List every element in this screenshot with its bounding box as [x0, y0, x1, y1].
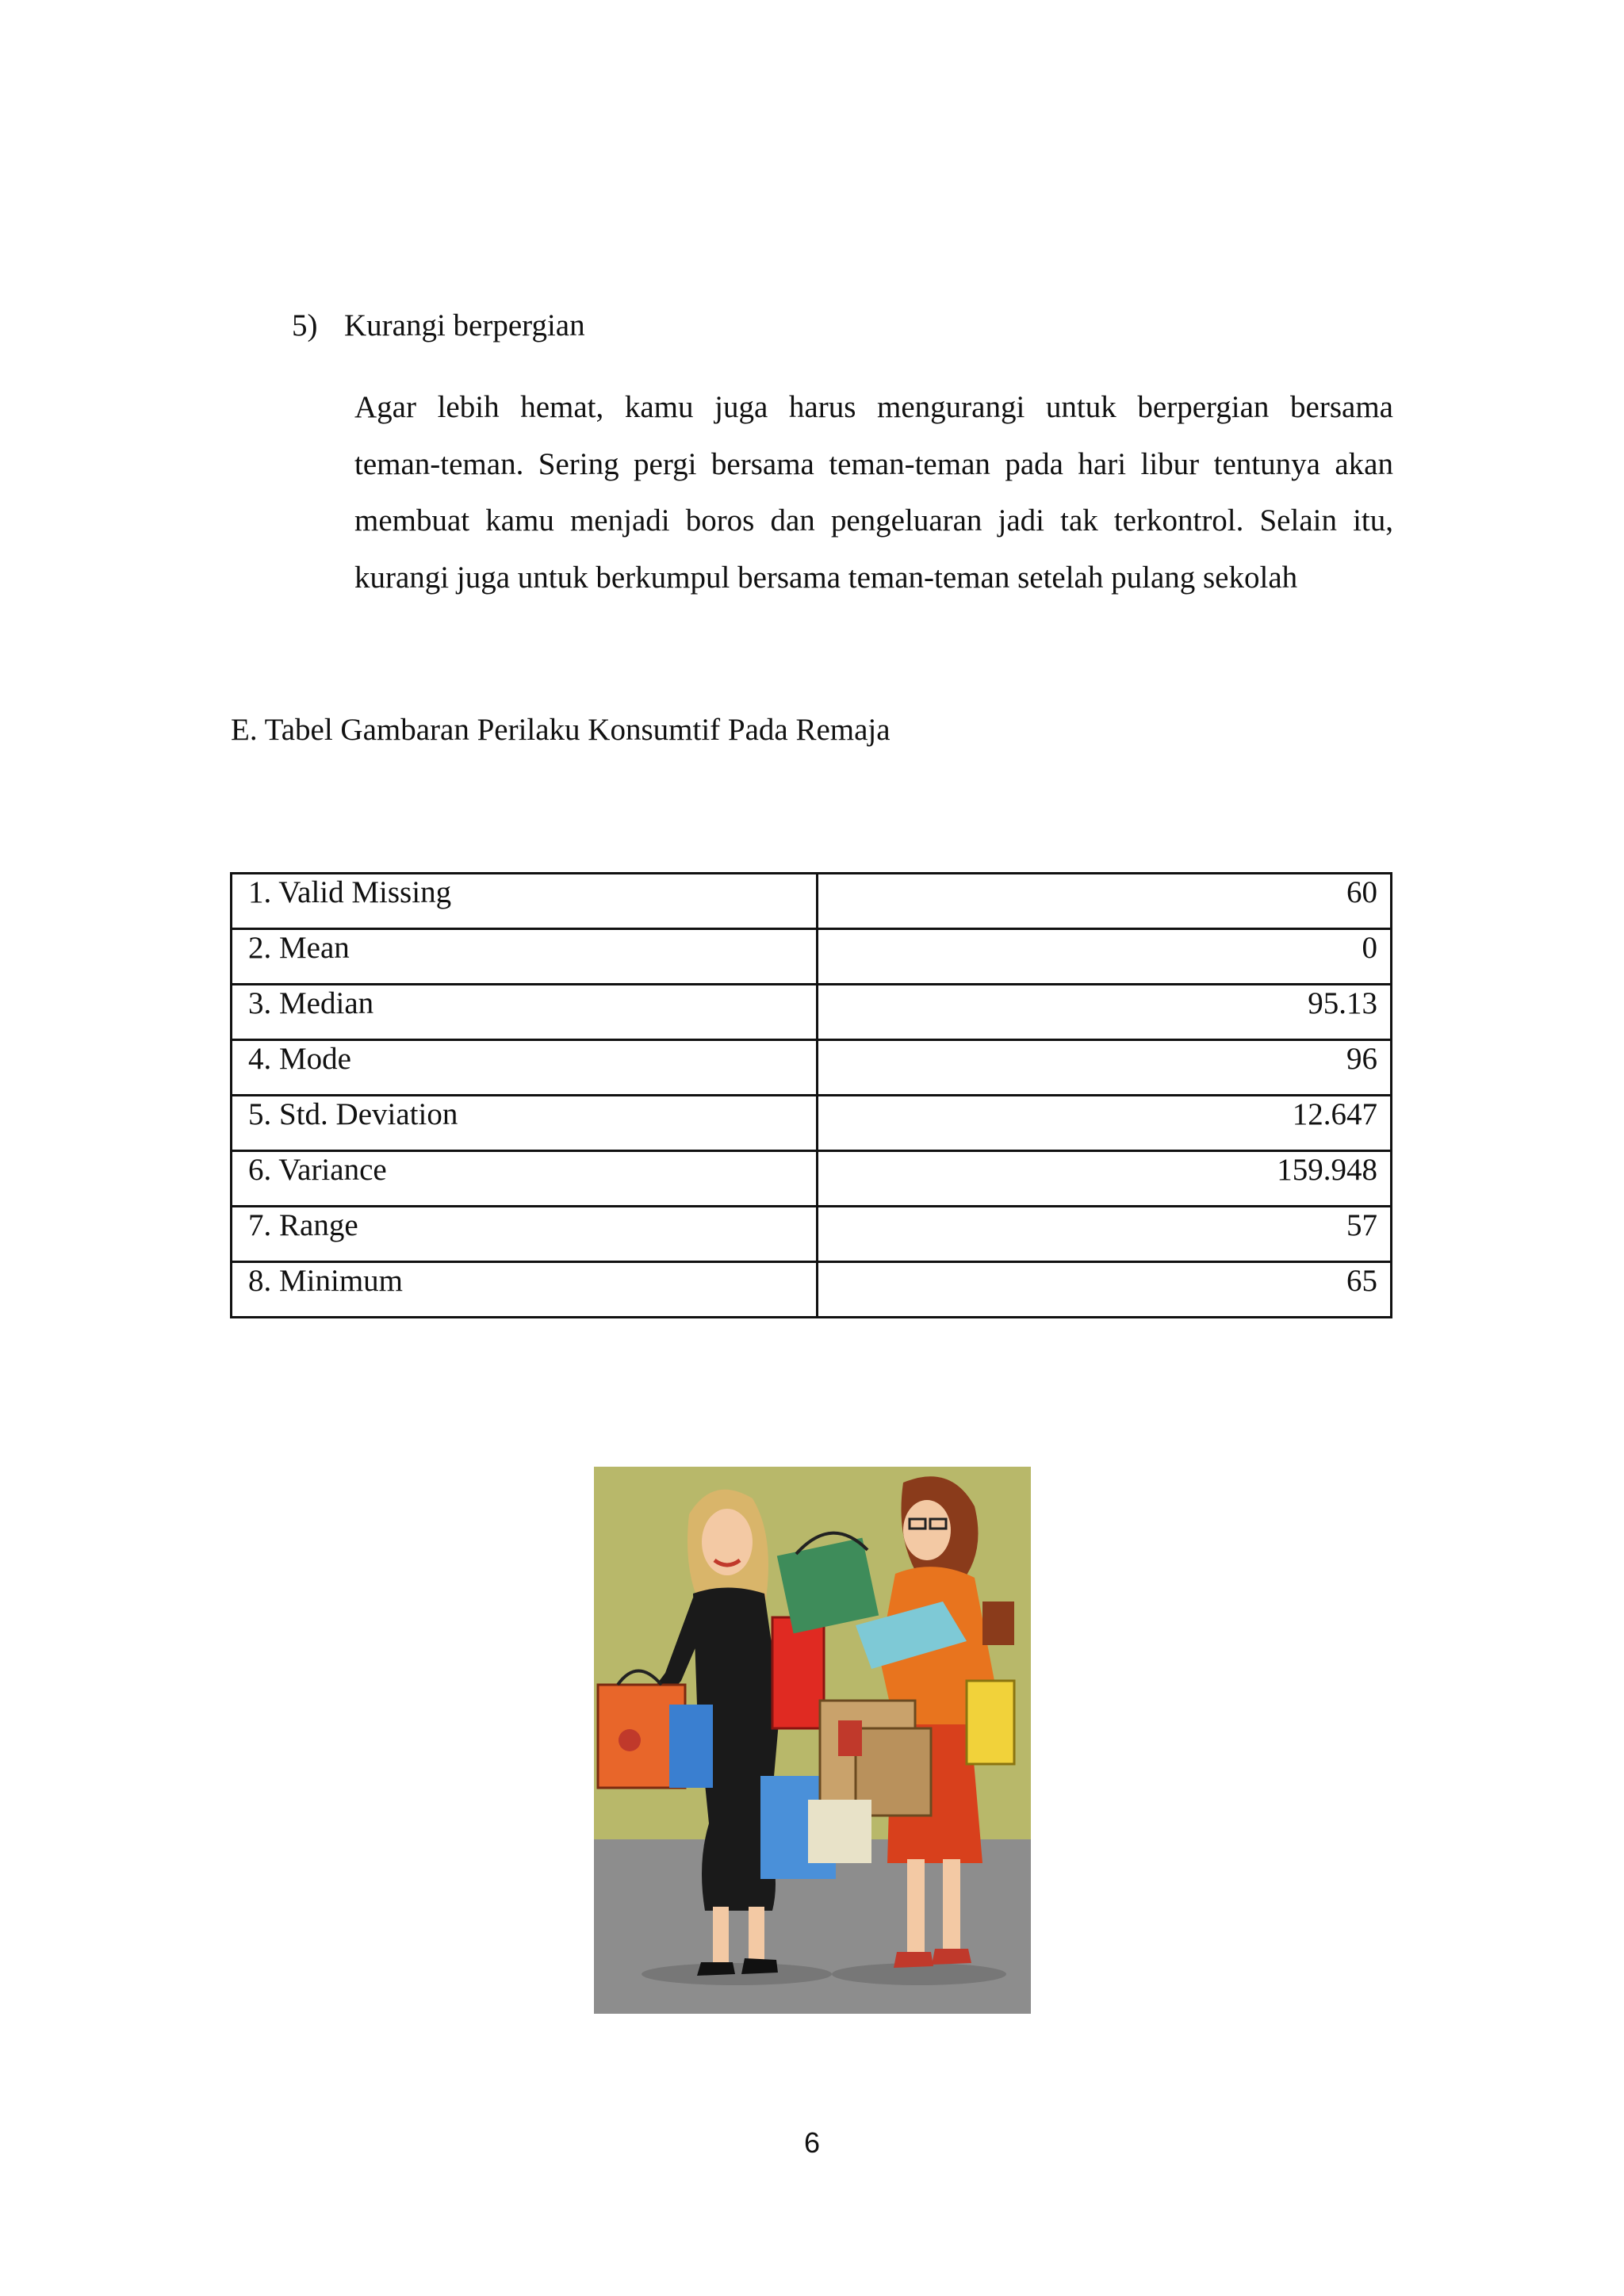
table-cell-value: 96: [818, 1040, 1392, 1096]
table-row: [232, 1207, 1392, 1262]
section-title: E. Tabel Gambaran Perilaku Konsumtif Pada Remaja: [231, 713, 891, 747]
table-cell-label: 2. Mean: [232, 929, 818, 985]
list-item-heading: [292, 308, 585, 343]
table-cell-label: 7. Range: [232, 1207, 818, 1262]
table-cell-label: 8. Minimum: [232, 1262, 818, 1318]
paragraph-line: membuat kamu menjadi boros dan pengeluaran jadi tak terkontrol. Selain itu,: [354, 503, 1393, 538]
table-cell-value: 159.948: [818, 1151, 1392, 1207]
table-row: [232, 929, 1392, 985]
table-row: [232, 1151, 1392, 1207]
table-cell-label: 4. Mode: [232, 1040, 818, 1096]
table-row: [232, 1262, 1392, 1318]
table-cell-value: 95.13: [818, 985, 1392, 1040]
table-cell-value: 60: [818, 874, 1392, 929]
table-cell-value: 57: [818, 1207, 1392, 1262]
paragraph-line: kurangi juga untuk berkumpul bersama teman-teman setelah pulang sekolah: [354, 560, 1298, 595]
statistics-table: [230, 872, 1392, 1318]
table-row: [232, 985, 1392, 1040]
table-cell-value: 65: [818, 1262, 1392, 1318]
paragraph-line: Agar lebih hemat, kamu juga harus mengurangi untuk berpergian bersama: [354, 390, 1393, 424]
table-cell-value: 12.647: [818, 1096, 1392, 1151]
table-cell-label: 1. Valid Missing: [232, 874, 818, 929]
paragraph-line: teman-teman. Sering pergi bersama teman-teman pada hari libur tentunya akan: [354, 446, 1393, 481]
list-item-number: 5): [292, 308, 318, 342]
table-cell-label: 5. Std. Deviation: [232, 1096, 818, 1151]
shopping-women-illustration: [594, 1467, 1031, 2014]
table-cell-label: 6. Variance: [232, 1151, 818, 1207]
table-row: [232, 874, 1392, 929]
table-cell-value: 0: [818, 929, 1392, 985]
body-paragraph: [354, 379, 1393, 606]
table-row: [232, 1096, 1392, 1151]
table-cell-label: 3. Median: [232, 985, 818, 1040]
list-item-heading-text: Kurangi berpergian: [344, 308, 585, 342]
table-row: [232, 1040, 1392, 1096]
page-number: 6: [803, 2126, 821, 2159]
